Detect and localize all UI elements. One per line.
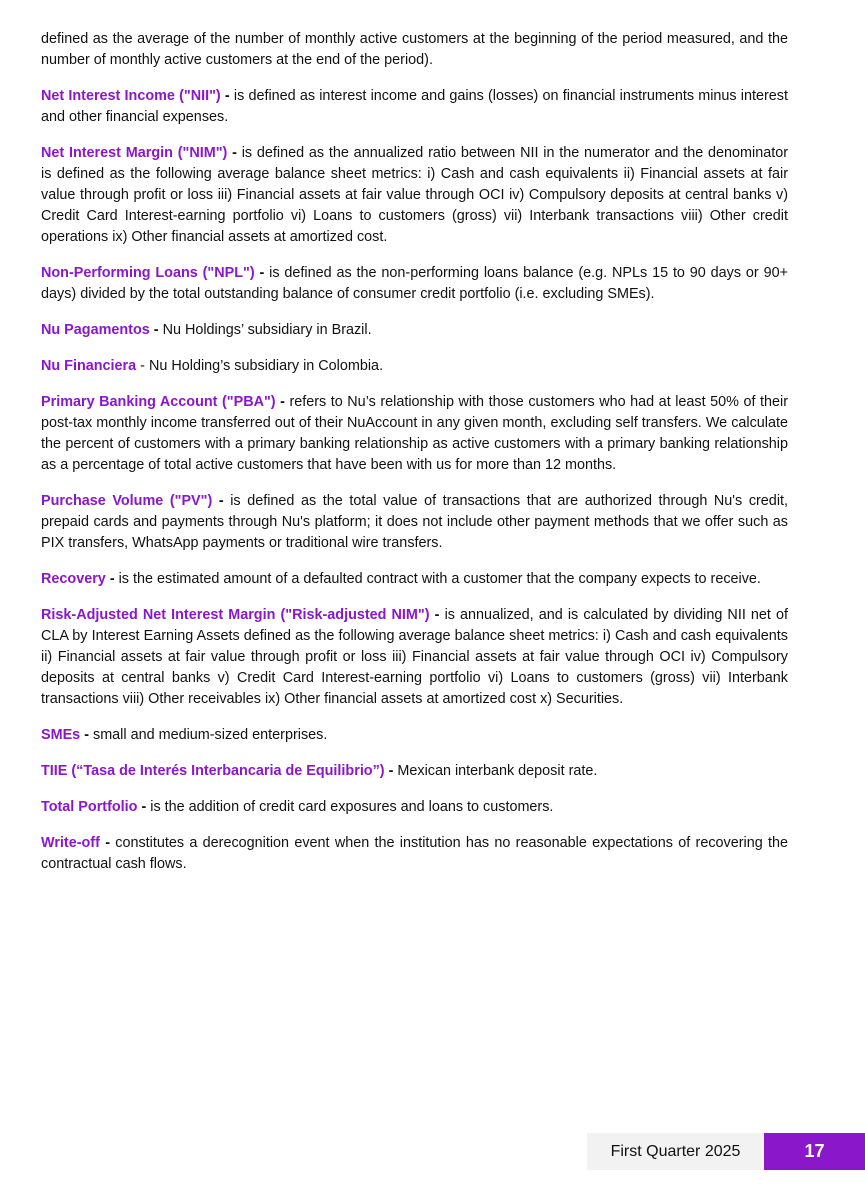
glossary-definition: refers to Nu’s relationship with those customers who had at least 50% of their post-tax monthly income transferred out of their NuAccount in any given month, excluding self transfers. We calculate the percent of customers with a primary banking relationship as active customers with a primary banking relationship as a percentage of total active customers that have been with us for more than 12 months. [41,394,788,473]
term-separator: - [84,727,89,743]
glossary-entry-nu-pagamentos [41,320,788,341]
glossary-entry-smes [41,725,788,746]
glossary-definition: is the estimated amount of a defaulted contract with a customer that the company expects to receive. [118,571,761,587]
glossary-entry-pv [41,491,788,554]
glossary-term: Total Portfolio [41,799,138,815]
glossary-definition: is the addition of credit card exposures and loans to customers. [150,799,554,815]
glossary-entry-nii [41,86,788,128]
glossary-definition: is annualized, and is calculated by dividing NII net of CLA by Interest Earning Assets defined as the following average balance sheet metrics: i) Cash and cash equivalents ii) Financial assets at fair value through profit or loss iii) Financial assets at fair value through OCI iv) Compulsory deposits at central banks v) Credit Card Interest-earning portfolio vi) Loans to customers (gross) vii) Interbank transactions viii) Other receivables ix) Other financial assets at amortized cost x) Securities. [41,607,789,707]
term-separator: - [105,835,110,851]
glossary-definition: is defined as the non-performing loans balance (e.g. NPLs 15 to 90 days or 90+ days) divided by the total outstanding balance of consumer credit portfolio (i.e. excluding SMEs). [41,265,788,302]
term-separator: - [434,607,440,623]
glossary-entry-pba [41,392,788,476]
glossary-entry-recovery [41,569,788,590]
glossary-entry-write-off [41,833,788,875]
glossary-entry-nim [41,143,788,248]
footer-period-label: First Quarter 2025 [587,1133,764,1170]
term-separator: - [141,799,147,815]
glossary-definition: is defined as the total value of transactions that are authorized through Nu's credit, prepaid cards and payments through Nu's platform; it does not include other payment methods that we offer such as PIX transfers, WhatsApp payments or traditional wire transfers. [41,493,789,551]
term-separator: - [109,571,115,587]
term-separator: - [280,394,285,410]
glossary-intro-text: defined as the average of the number of monthly active customers at the beginning of the period measured, and the number of monthly active customers at the end of the period). [41,31,788,68]
glossary-term: Net Interest Income ("NII") [41,88,221,104]
glossary-term: Non-Performing Loans ("NPL") [41,265,255,281]
glossary-term: Risk-Adjusted Net Interest Margin ("Risk-adjusted NIM") [41,607,430,623]
term-separator: - [153,322,159,338]
glossary-definition: constitutes a derecognition event when the institution has no reasonable expectations of recovering the contractual cash flows. [41,835,789,872]
glossary-definition: Mexican interbank deposit rate. [397,763,598,779]
glossary-entry-total-portfolio [41,797,788,818]
glossary-definition: small and medium-sized enterprises. [93,727,328,743]
glossary-definition: Nu Holdings’ subsidiary in Brazil. [162,322,372,338]
term-separator: - [259,265,265,281]
glossary-term: SMEs [41,727,81,743]
glossary-term: Recovery [41,571,106,587]
term-separator: - [218,493,224,509]
term-separator: - [140,358,145,374]
glossary-definition: is defined as interest income and gains (losses) on financial instruments minus interest and other financial expenses. [41,88,788,125]
glossary-term: Write-off [41,835,100,851]
glossary-section [41,29,788,890]
glossary-entry-npl [41,263,788,305]
glossary-term: TIIE (“Tasa de Interés Interbancaria de Equilibrio”) [41,763,385,779]
glossary-term: Purchase Volume ("PV") [41,493,213,509]
glossary-definition: Nu Holding’s subsidiary in Colombia. [148,358,384,374]
footer-page-number: 17 [764,1133,865,1170]
glossary-entry-nu-financiera [41,356,788,377]
term-separator: - [224,88,230,104]
glossary-term: Net Interest Margin ("NIM") [41,145,228,161]
term-separator: - [388,763,394,779]
glossary-entry-risk-adjusted-nim [41,605,788,710]
glossary-term: Nu Financiera [41,358,137,374]
glossary-entry-tiie [41,761,788,782]
glossary-term: Primary Banking Account ("PBA") [41,394,276,410]
glossary-definition: is defined as the annualized ratio between NII in the numerator and the denominator is defined as the following average balance sheet metrics: i) Cash and cash equivalents ii) Financial assets at fair value through profit or loss iii) Financial assets at fair value through OCI iv) Compulsory deposits at central banks v) Credit Card Interest-earning portfolio vi) Loans to customers (gross) vii) Interbank transactions viii) Other credit operations ix) Other financial assets at amortized cost. [41,145,789,245]
glossary-term: Nu Pagamentos [41,322,150,338]
term-separator: - [232,145,237,161]
